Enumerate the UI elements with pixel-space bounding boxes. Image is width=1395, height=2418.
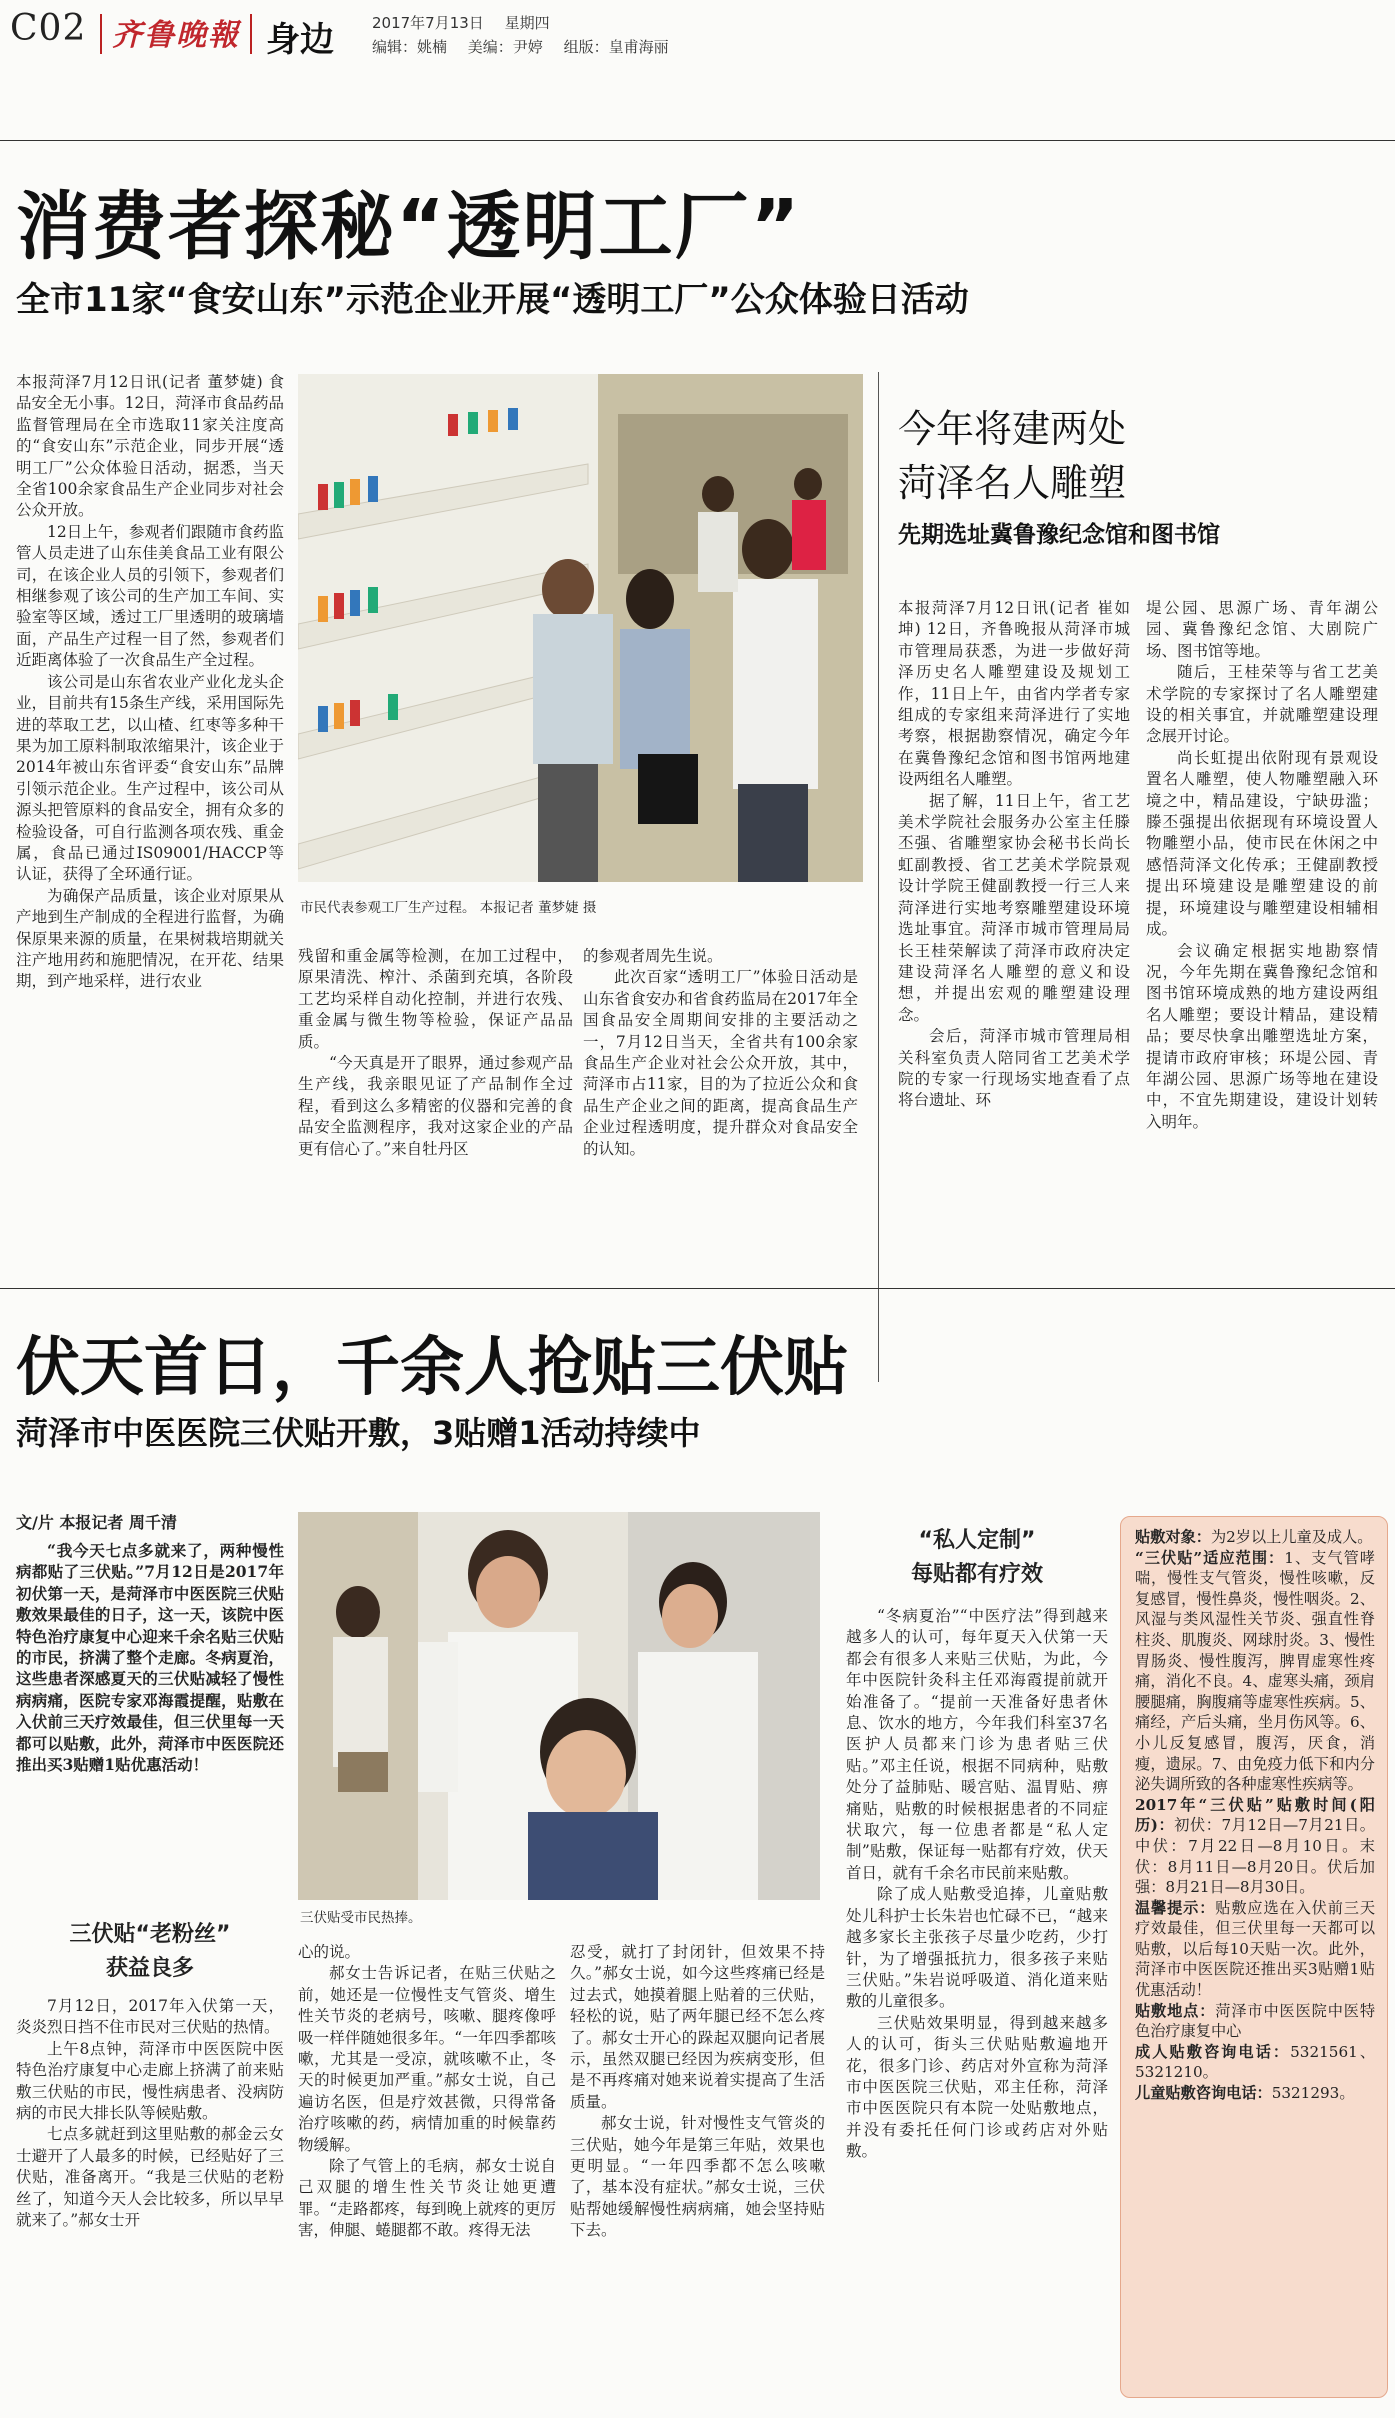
issue-date — [372, 12, 550, 33]
info-label: 成人贴敷咨询电话： — [1135, 2042, 1291, 2061]
info-target — [1135, 1527, 1375, 1548]
story1-photo-caption: 市民代表参观工厂生产过程。 本报记者 董梦婕 摄 — [300, 900, 597, 916]
weekday-text: 星期四 — [504, 14, 550, 32]
story3-subheadline: 菏泽市中医医院三伏贴开敷，3贴赠1活动持续中 — [16, 1414, 701, 1452]
masthead-divider-1 — [100, 14, 102, 54]
proof-credit: 组版：皇甫海丽 — [563, 38, 669, 56]
story3-column-d — [846, 1606, 1108, 2402]
story1-para: 12日上午，参观者们跟随市食药监管人员走进了山东佳美食品工业有限公司，在该企业人员的引领下，参观者们相继参观了该公司的生产加工车间、实验室等区域，透过工厂里透明的玻璃墙面，产品生产过程一目了然，参观者们近距离体验了一次食品生产全过程。 — [16, 522, 284, 670]
story3-subhead-1 — [16, 1918, 284, 1986]
story1-headline: 消费者探秘“透明工厂” — [16, 184, 802, 270]
staff-credits — [372, 36, 669, 57]
story3-para: 心的说。 — [298, 1943, 361, 1961]
story2-para: 会后，菏泽市城市管理局相关科室负责人陪同省工艺美术学院的专家一行现场实地查看了点将台遗址、环 — [898, 1027, 1130, 1110]
story3-column-c — [570, 1942, 825, 2402]
story3-para: 除了成人贴敷受追捧，儿童贴敷处儿科护士长朱岩也忙碌不已，“越来越多家长主张孩子尽量少吃药，少打针，为了增强抵抗力，很多孩子来贴三伏贴。”朱岩说呼吸道、消化道来贴敷的儿童很多。 — [846, 1885, 1108, 2011]
info-text: 5321561、5321210。 — [1135, 2042, 1375, 2082]
story3-para: 忍受，就打了封闭针，但效果不持久。”郝女士说，如今这些疼痛已经是过去式，她摸着腿上贴着的三伏贴，轻松的说，贴了两年腿已经不怎么疼了。郝女士开心的跺起双腿向记者展示，虽然双腿已经因为疾病变形，但是不再疼痛对她来说着实提高了生活质量。 — [570, 1943, 825, 2111]
story3-para: 七点多就赶到这里贴敷的郝金云女士避开了人最多的时候，已经贴好了三伏贴，准备离开。“我是三伏贴的老粉丝了，知道今天人会比较多，所以早早就来了。”郝女士开 — [16, 2125, 284, 2230]
story3-lead-para: “我今天七点多就来了，两种慢性病都贴了三伏贴。”7月12日是2017年初伏第一天，是菏泽市中医医院三伏贴敷效果最佳的日子，这一天，该院中医特色治疗康复中心迎来千余名贴三伏贴的市民，挤满了整个走廊。冬病夏治，这些患者深感夏天的三伏贴减轻了慢性病病痛，医院专家邓海霞提醒，贴敷在入伏前三天疗效最佳，但三伏里每一天都可以贴敷，此外，菏泽市中医医院还推出买3贴赠1贴优惠活动！ — [16, 1541, 284, 1775]
story2-subheadline: 先期选址冀鲁豫纪念馆和图书馆 — [898, 522, 1220, 548]
story2-para: 本报菏泽7月12日讯(记者 崔如坤) 12日，齐鲁晚报从菏泽市城市管理局获悉，为进一步做好菏泽历史名人雕塑建设及规划工作，11日上午，由省内学者专家组成的专家组来菏泽进行了实地考察，根据勘察情况，确定今年在冀鲁豫纪念馆和图书馆两地建设两组名人雕塑。 — [898, 599, 1130, 789]
info-text: 5321293。 — [1271, 2084, 1355, 2103]
editor-credit: 编辑：姚楠 — [372, 38, 448, 56]
story2-headline-line1: 今年将建两处 — [898, 407, 1127, 451]
story3-para: 郝女士告诉记者，在贴三伏贴之前，她还是一位慢性支气管炎、增生性关节炎的老病号，咳嗽、腿疼像呼吸一样伴随她很多年。“一年四季都咳嗽，尤其是一受凉，就咳嗽不止，冬天的时候更加严重。”郝女士说，自己遍访名医，但是疗效甚微，只得常备治疗咳嗽的药，病情加重的时候靠药物缓解。 — [298, 1964, 556, 2154]
info-label: 儿童贴敷咨询电话： — [1135, 2084, 1272, 2103]
story2-headline-line2: 菏泽名人雕塑 — [898, 461, 1127, 505]
info-label: 温馨提示： — [1135, 1898, 1216, 1917]
story-divider — [878, 372, 879, 1382]
section-rule — [0, 1288, 1395, 1289]
story2-para: 据了解，11日上午，省工艺美术学院社会服务办公室主任滕丕强、省雕塑家协会秘书长尚长虹副教授、省工艺美术学院景观设计学院王健副教授一行三人来菏泽进行实地考察雕塑建设环境选址事宜。菏泽市城市管理局局长王桂荣解读了菏泽市政府决定建设菏泽名人雕塑的意义和设想，并提出宏观的雕塑建设理念。 — [898, 791, 1130, 1024]
plaster-application-illustration — [298, 1512, 820, 1900]
story2-para: 随后，王桂荣等与省工艺美术学院的专家探讨了名人雕塑建设的相关事宜，并就雕塑建设理念展开讨论。 — [1146, 663, 1378, 746]
story3-para: 上午8点钟，菏泽市中医医院中医特色治疗康复中心走廊上挤满了前来贴敷三伏贴的市民，慢性病患者、没病防病的市民大排长队等候贴敷。 — [16, 2039, 284, 2123]
subhead-1-line2: 获益良多 — [105, 1956, 194, 1981]
newspaper-logo: 齐鲁晚報 — [112, 18, 240, 53]
story3-para: 7月12日，2017年入伏第一天，炎炎烈日挡不住市民对三伏贴的热情。 — [16, 1997, 284, 2037]
info-adult-phone — [1135, 2042, 1375, 2083]
masthead-divider-2 — [250, 14, 252, 54]
info-box-text — [1135, 1527, 1375, 2387]
info-text: 贴敷应选在入伏前三天疗效最佳，但三伏里每一天都可以贴敷，以后每10天贴一次。此外，菏泽市中医医院还推出买3贴赠1贴优惠活动！ — [1135, 1898, 1375, 2000]
plaster-application-photo — [298, 1512, 820, 1900]
story3-column-a — [16, 1996, 284, 2401]
story3-para: 除了气管上的毛病，郝女士说自己双腿的增生性关节炎让她更遭罪。“走路都疼，每到晚上就疼的更厉害，伸腿、蜷腿都不敢。疼得无法 — [298, 2157, 556, 2240]
story2-column-2 — [1146, 598, 1378, 1383]
section-name: 身边 — [266, 20, 334, 60]
story3-para: 三伏贴效果明显，得到越来越多人的认可，街头三伏贴贴敷遍地开花，很多门诊、药店对外宣称为菏泽市中医医院三伏贴，邓主任称，菏泽市中医医院只有本院一处贴敷地点，并没有委托任何门诊或药店对外贴敷。 — [846, 2013, 1108, 2161]
subhead-2-line2: 每贴都有疗效 — [910, 1562, 1043, 1587]
info-label: 贴敷对象： — [1135, 1528, 1211, 1546]
story1-para: “今天真是开了眼界，通过参观产品生产线，我亲眼见证了产品制作全过程，看到这么多精密的仪器和完善的食品安全监测程序，我对这家企业的产品更有信心了。”来自牡丹区 — [298, 1054, 573, 1158]
story1-para: 本报菏泽7月12日讯(记者 董梦婕) 食品安全无小事。12日，菏泽市食品药品监督管理局在全市选取11家关注度高的“食安山东”示范企业，同步开展“透明工厂”公众体验日活动，据悉，当天全省100余家食品生产企业同步对社会公众开放。 — [16, 373, 284, 520]
story1-para: 的参观者周先生说。 — [583, 947, 723, 965]
story3-para: “冬病夏治”“中医疗法”得到越来越多人的认可，每年夏天入伏第一天都会有很多人来贴三伏贴，为此，今年中医院针灸科主任邓海霞提前就开始准备了。“提前一天准备好患者休息、饮水的地方，今年我们科室37名医护人员都来门诊为患者贴三伏贴。”邓主任说，根据不同病种，贴敷处分了益肺贴、暖宫贴、温胃贴、痹痛贴，贴敷的时候根据患者的不同症状取穴，每一位患者都是“私人定制”贴敷，保证每一贴都有疗效，伏天首日，就有千余名市民前来贴敷。 — [846, 1607, 1108, 1882]
subhead-1-line1: 三伏贴“老粉丝” — [69, 1922, 231, 1947]
story1-para: 残留和重金属等检测，在加工过程中，原果清洗、榨汁、杀菌到充填，各阶段工艺均采样自动化控制，并进行农残、重金属与微生物等检验，保证产品品质。 — [298, 947, 573, 1051]
story3-column-b — [298, 1942, 556, 2402]
subhead-2-line1: “私人定制” — [918, 1528, 1036, 1553]
info-text: 1、支气管哮喘，慢性支气管炎，慢性咳嗽，反复感冒，慢性鼻炎，慢性咽炎。2、风湿与类风湿性关节炎、强直性脊柱炎、肌腹炎、网球肘炎。3、慢性胃肠炎、慢性腹泻，脾胃虚寒性疼痛，消化不良。4、虚寒头痛，颈肩腰腿痛，胸腹痛等虚寒性疾病。5、痛经，产后头痛，坐月伤风等。6、小儿反复感冒，腹泻，厌食，消瘦，遗尿。7、由免疫力低下和内分泌失调所致的各种虚寒性疾病等。 — [1135, 1548, 1375, 1794]
info-child-phone — [1135, 2083, 1375, 2104]
story2-para: 堤公园、思源广场、青年湖公园、冀鲁豫纪念馆、大剧院广场、图书馆等地。 — [1146, 599, 1378, 660]
story3-headline: 伏天首日，千余人抢贴三伏贴 — [16, 1331, 848, 1405]
info-text: 菏泽市中医医院中医特色治疗康复中心 — [1135, 2001, 1375, 2041]
date-text: 2017年7月13日 — [372, 14, 484, 32]
story3-photo-caption: 三伏贴受市民热捧。 — [300, 1910, 422, 1926]
page-number: C02 — [10, 8, 87, 49]
story1-subheadline: 全市11家“食安山东”示范企业开展“透明工厂”公众体验日活动 — [16, 280, 969, 320]
info-schedule — [1135, 1795, 1375, 1898]
story1-para: 该公司是山东省农业产业化龙头企业，目前共有15条生产线，采用国际先进的萃取工艺，以山楂、红枣等多种干果为加工原料制取浓缩果汁，该企业于2014年被山东省评委“食安山东”品牌引领示范企业。生产过程中，该公司从源头把管原料的食品安全，拥有众多的检验设备，可自行监测各项农残、重金属，食品已通过IS09001/HACCP等认证，获得了全环通行证。 — [16, 672, 284, 884]
factory-visit-photo — [298, 374, 863, 882]
info-label: 贴敷地点： — [1135, 2001, 1216, 2020]
story3-subhead-2 — [846, 1524, 1108, 1592]
info-tip — [1135, 1898, 1375, 2001]
info-location — [1135, 2001, 1375, 2042]
info-text: 初伏：7月12日—7月21日。中伏：7月22日—8月10日。末伏：8月11日—8月20日。伏后加强：8月21日—8月30日。 — [1135, 1816, 1375, 1897]
info-text: 为2岁以上儿童及成人。 — [1210, 1528, 1373, 1546]
masthead-rule — [0, 140, 1395, 141]
info-label: 2017年“三伏贴”贴敷时间(阳历)： — [1135, 1795, 1375, 1835]
story3-para: 郝女士说，针对慢性支气管炎的三伏贴，她今年是第三年贴，效果也更明显。“一年四季都不怎么咳嗽了，基本没有症状。”郝女士说，三伏贴帮她缓解慢性病病痛，她会坚持贴下去。 — [570, 2114, 825, 2240]
story1-para: 此次百家“透明工厂”体验日活动是山东省食安办和省食药监局在2017年全国食品安全周期间安排的主要活动之一，7月12日当天，全省共有100余家食品生产企业对社会公众开放，其中，菏泽市占11家，目的为了拉近公众和食品生产企业之间的距离，提高食品生产企业过程透明度，提升群众对食品安全的认知。 — [583, 968, 858, 1158]
story3-byline: 文/片 本报记者 周千清 — [16, 1513, 177, 1532]
story2-para: 尚长虹提出依附现有景观设置名人雕塑，使人物雕塑融入环境之中，精品建设，宁缺毋滥；滕丕强提出依据现有环境设置人物雕塑小品，使市民在休闲之中感悟菏泽文化传承；王健副教授提出环境建设是雕塑建设的前提，环境建设与雕塑建设相辅相成。 — [1146, 748, 1378, 939]
info-scope — [1135, 1548, 1375, 1795]
story2-para: 会议确定根据实地勘察情况，今年先期在冀鲁豫纪念馆和图书馆环境成熟的地方建设两组名人雕塑；要设计精品，建设精品；要尽快拿出雕塑选址方案，提请市政府审核；环堤公园、青年湖公园、思源广场等地在建设中，不宜先期建设，建设计划转入明年。 — [1146, 941, 1378, 1131]
info-label: “三伏贴”适应范围： — [1135, 1548, 1285, 1567]
story1-para: 为确保产品质量，该企业对原果从产地到生产制成的全程进行监督，为确保原果来源的质量，在果树栽培期就关注产地用药和施肥情况，在开花、结果期，到产地采样，进行农业 — [16, 886, 284, 991]
story3-lead — [16, 1540, 284, 1900]
plaster-info-box — [1120, 1516, 1388, 2398]
designer-credit: 美编：尹婷 — [467, 38, 543, 56]
story1-column-1 — [16, 372, 284, 1380]
factory-visit-illustration — [298, 374, 863, 882]
story2-column-1 — [898, 598, 1130, 1383]
